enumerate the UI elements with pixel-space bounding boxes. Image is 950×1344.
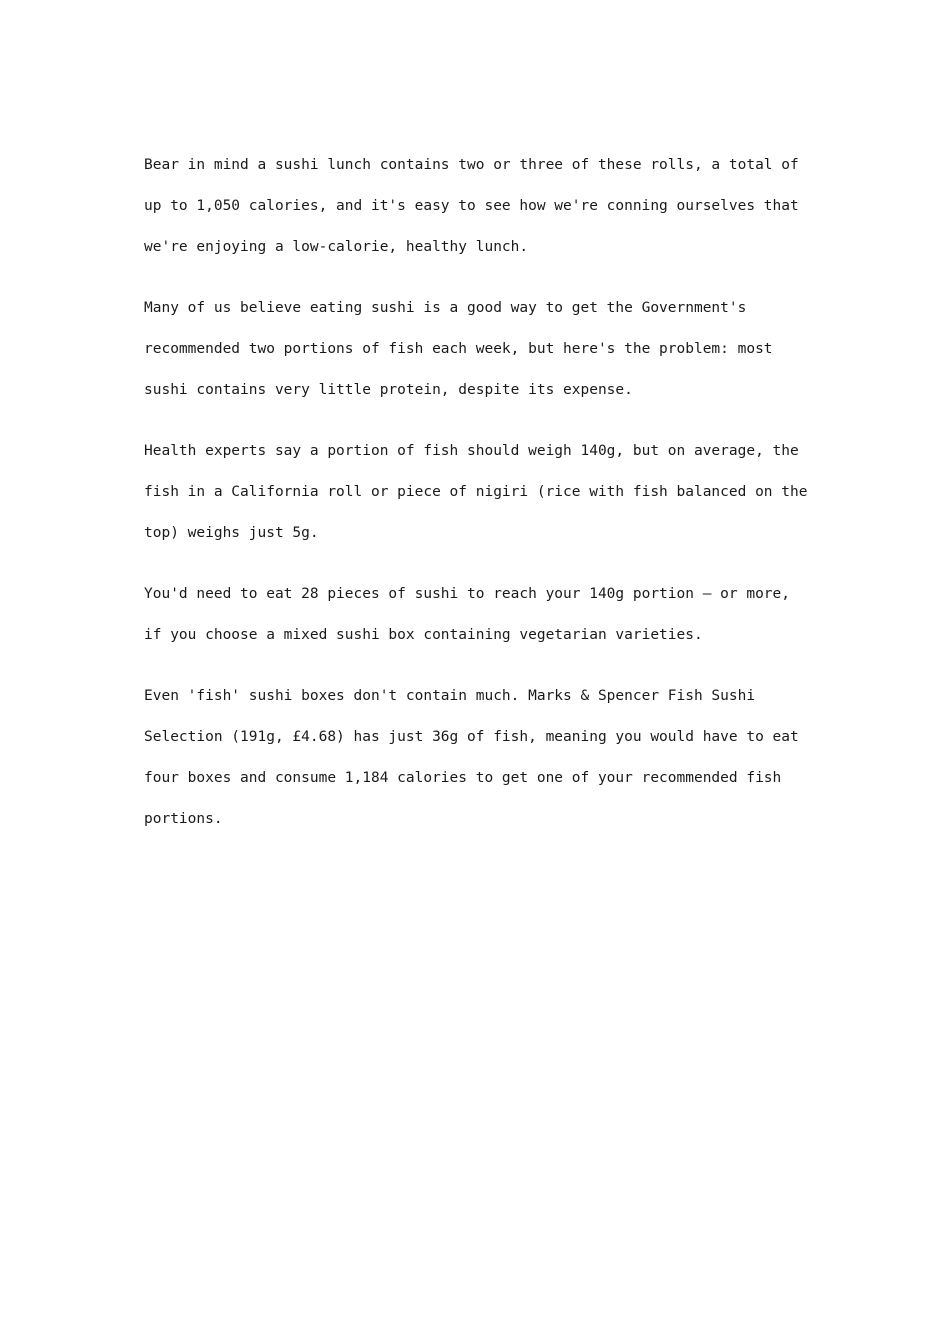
- paragraph-5: Even 'fish' sushi boxes don't contain much. Marks & Spencer Fish Sushi Selection (191g, £4.68) has just 36g of fish, meaning you would have to eat four boxes and consume 1,184 calories to get one of your recommended fish portions.: [144, 688, 808, 827]
- paragraph-3: Health experts say a portion of fish should weigh 140g, but on average, the fish in a California roll or piece of nigiri (rice with fish balanced on the top) weighs just 5g.: [144, 443, 817, 541]
- article-body: [144, 145, 817, 860]
- paragraph-4: You'd need to eat 28 pieces of sushi to reach your 140g portion — or more, if you choose a mixed sushi box containing vegetarian varieties.: [144, 586, 799, 643]
- paragraph-2: Many of us believe eating sushi is a good way to get the Government's recommended two portions of fish each week, but here's the problem: most sushi contains very little protein, despite its expense.: [144, 300, 782, 398]
- paragraph-1: Bear in mind a sushi lunch contains two or three of these rolls, a total of up to 1,050 calories, and it's easy to see how we're conning ourselves that we're enjoying a low-calorie, healthy lunch.: [144, 157, 808, 255]
